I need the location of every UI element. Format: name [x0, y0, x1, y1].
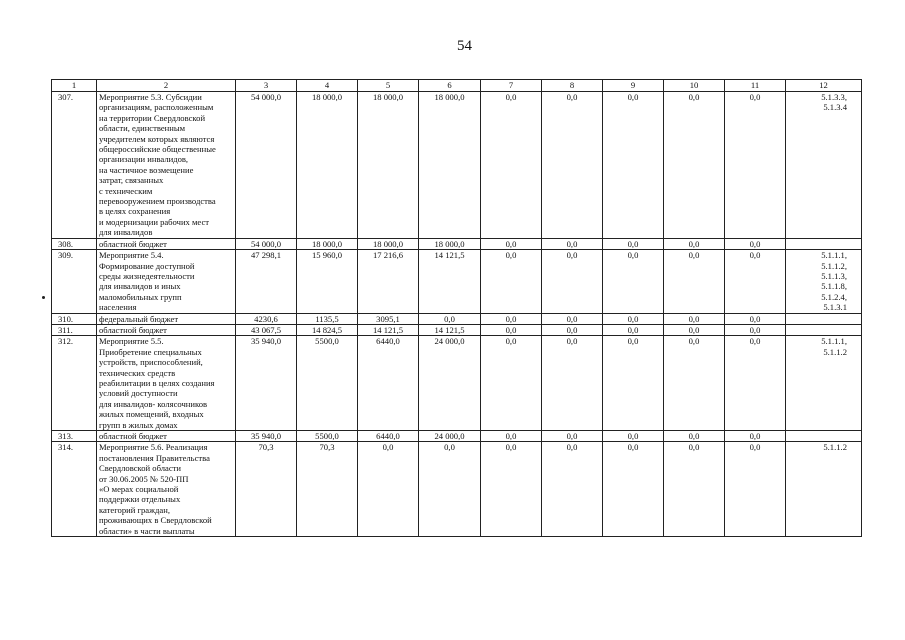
value-cell: 0,0: [481, 431, 542, 442]
column-header: 12: [786, 80, 862, 92]
column-header: 3: [236, 80, 297, 92]
value-cell: 0,0: [664, 324, 725, 335]
value-cell: 5500,0: [297, 431, 358, 442]
value-cell: 0,0: [664, 431, 725, 442]
value-cell: 14 121,5: [419, 250, 481, 313]
row-description: Мероприятие 5.6. Реализация постановления Правительства Свердловской области от 30.06.2005 № 520-ПП «О мерах социальной поддержки отдельных категорий граждан, проживающих в Свердловской области» в части выплаты: [97, 442, 236, 537]
page-number: 54: [457, 38, 472, 54]
value-cell: 3095,1: [358, 313, 419, 324]
value-cell: 0,0: [603, 92, 664, 239]
column-header: 9: [603, 80, 664, 92]
value-cell: 43 067,5: [236, 324, 297, 335]
value-cell: 0,0: [603, 238, 664, 249]
value-cell: 5500,0: [297, 336, 358, 431]
row-description: областной бюджет: [97, 324, 236, 335]
row-description: Мероприятие 5.4. Формирование доступной среды жизнедеятельности для инвалидов и иных маломобильных групп населения: [97, 250, 236, 313]
column-header: 11: [725, 80, 786, 92]
value-cell: 0,0: [419, 442, 481, 537]
table-row: [52, 238, 862, 249]
value-cell: 0,0: [358, 442, 419, 537]
value-cell: 0,0: [542, 431, 603, 442]
column-header: 8: [542, 80, 603, 92]
column-header: 5: [358, 80, 419, 92]
value-cell: 14 121,5: [419, 324, 481, 335]
value-cell: 0,0: [725, 324, 786, 335]
row-number: 311.: [52, 324, 97, 335]
value-cell: 0,0: [481, 238, 542, 249]
value-cell: 0,0: [725, 92, 786, 239]
table-row: [52, 442, 862, 537]
value-cell: 54 000,0: [236, 238, 297, 249]
target-refs: 5.1.1.1, 5.1.1.2, 5.1.1.3, 5.1.1.8, 5.1.2.4, 5.1.3.1: [786, 250, 862, 313]
target-refs: 5.1.1.1, 5.1.1.2: [786, 336, 862, 431]
row-description: Мероприятие 5.5. Приобретение специальных устройств, приспособлений, технических средств реабилитации в целях создания условий доступности для инвалидов- колясочников жилых помещений, входных групп в жилых домах: [97, 336, 236, 431]
value-cell: 0,0: [725, 250, 786, 313]
value-cell: 4230,6: [236, 313, 297, 324]
value-cell: 15 960,0: [297, 250, 358, 313]
value-cell: 0,0: [481, 313, 542, 324]
value-cell: 0,0: [542, 92, 603, 239]
value-cell: 0,0: [542, 250, 603, 313]
value-cell: 54 000,0: [236, 92, 297, 239]
table-row: [52, 313, 862, 324]
value-cell: 70,3: [236, 442, 297, 537]
value-cell: 6440,0: [358, 336, 419, 431]
target-refs: [786, 431, 862, 442]
value-cell: 0,0: [664, 250, 725, 313]
value-cell: 24 000,0: [419, 431, 481, 442]
value-cell: 0,0: [603, 336, 664, 431]
value-cell: 0,0: [603, 431, 664, 442]
value-cell: 18 000,0: [358, 92, 419, 239]
column-header: 10: [664, 80, 725, 92]
value-cell: 35 940,0: [236, 336, 297, 431]
value-cell: 0,0: [664, 442, 725, 537]
value-cell: 6440,0: [358, 431, 419, 442]
value-cell: 0,0: [664, 92, 725, 239]
value-cell: 0,0: [481, 324, 542, 335]
value-cell: 35 940,0: [236, 431, 297, 442]
column-header: 1: [52, 80, 97, 92]
row-description: федеральный бюджет: [97, 313, 236, 324]
target-refs: 5.1.3.3, 5.1.3.4: [786, 92, 862, 239]
value-cell: 0,0: [542, 442, 603, 537]
budget-table: [51, 79, 862, 537]
row-number: 314.: [52, 442, 97, 537]
table-row: [52, 250, 862, 313]
table-row: [52, 336, 862, 431]
value-cell: 18 000,0: [358, 238, 419, 249]
value-cell: 0,0: [419, 313, 481, 324]
value-cell: 0,0: [603, 313, 664, 324]
row-number: 310.: [52, 313, 97, 324]
target-refs: [786, 238, 862, 249]
value-cell: 0,0: [664, 313, 725, 324]
row-number: 308.: [52, 238, 97, 249]
column-header: 4: [297, 80, 358, 92]
column-header: 2: [97, 80, 236, 92]
value-cell: 0,0: [481, 336, 542, 431]
value-cell: 0,0: [542, 336, 603, 431]
value-cell: 0,0: [481, 92, 542, 239]
table-row: [52, 431, 862, 442]
value-cell: 0,0: [664, 238, 725, 249]
target-refs: [786, 324, 862, 335]
value-cell: 70,3: [297, 442, 358, 537]
row-description: областной бюджет: [97, 238, 236, 249]
value-cell: 18 000,0: [419, 92, 481, 239]
value-cell: 24 000,0: [419, 336, 481, 431]
row-number: 307.: [52, 92, 97, 239]
value-cell: 18 000,0: [297, 238, 358, 249]
table-row: [52, 92, 862, 239]
value-cell: 14 121,5: [358, 324, 419, 335]
value-cell: 0,0: [603, 250, 664, 313]
value-cell: 0,0: [603, 324, 664, 335]
value-cell: 0,0: [542, 313, 603, 324]
value-cell: 1135,5: [297, 313, 358, 324]
value-cell: 0,0: [542, 238, 603, 249]
row-description: областной бюджет: [97, 431, 236, 442]
column-header: 7: [481, 80, 542, 92]
value-cell: 0,0: [725, 431, 786, 442]
row-description: Мероприятие 5.3. Субсидии организациям, расположенным на территории Свердловской области, единственным учредителем которых являются общероссийские общественные организации инвалидов, на частичное возмещение затрат, связанных с техническим перевооружением производства в целях сохранения и модернизации рабочих мест для инвалидов: [97, 92, 236, 239]
target-refs: 5.1.1.2: [786, 442, 862, 537]
row-number: 312.: [52, 336, 97, 431]
value-cell: 0,0: [603, 442, 664, 537]
value-cell: 0,0: [725, 313, 786, 324]
column-header: 6: [419, 80, 481, 92]
value-cell: 0,0: [542, 324, 603, 335]
table-header-row: [52, 80, 862, 92]
value-cell: 0,0: [725, 238, 786, 249]
value-cell: 47 298,1: [236, 250, 297, 313]
value-cell: 0,0: [725, 442, 786, 537]
value-cell: 18 000,0: [419, 238, 481, 249]
value-cell: 0,0: [481, 250, 542, 313]
target-refs: [786, 313, 862, 324]
value-cell: 0,0: [664, 336, 725, 431]
value-cell: 18 000,0: [297, 92, 358, 239]
stray-mark: [42, 296, 45, 299]
value-cell: 14 824,5: [297, 324, 358, 335]
table-row: [52, 324, 862, 335]
row-number: 313.: [52, 431, 97, 442]
value-cell: 0,0: [725, 336, 786, 431]
value-cell: 17 216,6: [358, 250, 419, 313]
row-number: 309.: [52, 250, 97, 313]
value-cell: 0,0: [481, 442, 542, 537]
